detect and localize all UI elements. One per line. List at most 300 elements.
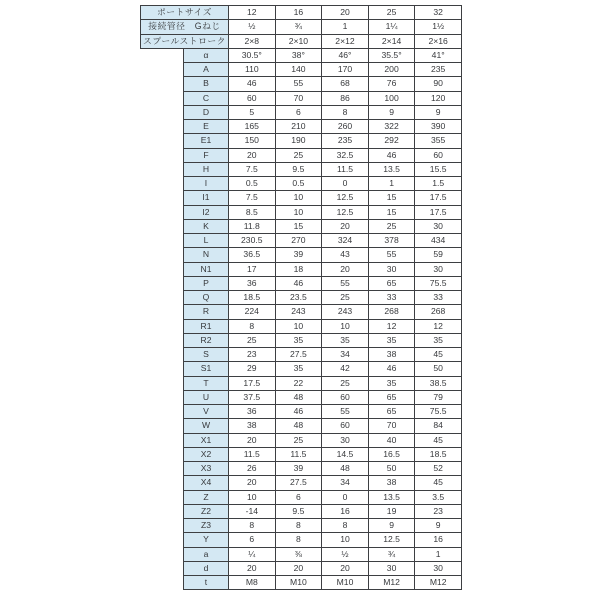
value-cell: 25	[275, 148, 322, 162]
value-cell: 5	[229, 105, 276, 119]
value-cell: 55	[322, 276, 369, 290]
value-cell: 390	[415, 120, 462, 134]
value-cell: 35	[322, 333, 369, 347]
value-cell: 20	[322, 561, 369, 575]
value-cell: 3.5	[415, 490, 462, 504]
row-indent-spacer	[141, 547, 184, 561]
header-value-cell: 32	[415, 6, 462, 20]
table-row	[141, 390, 462, 404]
value-cell: 1	[368, 177, 415, 191]
table-row	[141, 362, 462, 376]
value-cell: 35	[275, 333, 322, 347]
header-value-cell: 2×12	[322, 34, 369, 48]
header-value-cell: 20	[322, 6, 369, 20]
value-cell: 0.5	[229, 177, 276, 191]
table-row	[141, 519, 462, 533]
table-row	[141, 433, 462, 447]
row-label-cell: R1	[184, 319, 229, 333]
value-cell: 434	[415, 234, 462, 248]
value-cell: 140	[275, 63, 322, 77]
dimension-table-body	[141, 6, 462, 590]
value-cell: 20	[229, 476, 276, 490]
value-cell: 224	[229, 305, 276, 319]
value-cell: 37.5	[229, 390, 276, 404]
value-cell: 8	[322, 105, 369, 119]
row-label-cell: R2	[184, 333, 229, 347]
header-value-cell: 16	[275, 6, 322, 20]
header-value-cell: 1¼	[368, 20, 415, 34]
value-cell: 18.5	[229, 291, 276, 305]
value-cell: 45	[415, 476, 462, 490]
table-row	[141, 319, 462, 333]
value-cell: 13.5	[368, 162, 415, 176]
value-cell: 11.5	[322, 162, 369, 176]
table-row	[141, 248, 462, 262]
value-cell: 26	[229, 462, 276, 476]
value-cell: 8	[229, 519, 276, 533]
value-cell: 41°	[415, 48, 462, 62]
value-cell: 260	[322, 120, 369, 134]
row-indent-spacer	[141, 77, 184, 91]
row-label-cell: S	[184, 348, 229, 362]
table-row	[141, 462, 462, 476]
header-row-label: 接続管径 Gねじ	[141, 20, 229, 34]
row-label-cell: D	[184, 105, 229, 119]
value-cell: 27.5	[275, 476, 322, 490]
header-value-cell: 2×8	[229, 34, 276, 48]
value-cell: 6	[275, 490, 322, 504]
value-cell: 0	[322, 177, 369, 191]
value-cell: 25	[368, 219, 415, 233]
table-row	[141, 333, 462, 347]
row-indent-spacer	[141, 476, 184, 490]
value-cell: 19	[368, 504, 415, 518]
header-row	[141, 20, 462, 34]
value-cell: 355	[415, 134, 462, 148]
row-indent-spacer	[141, 433, 184, 447]
row-indent-spacer	[141, 48, 184, 62]
value-cell: M12	[415, 576, 462, 590]
row-label-cell: E1	[184, 134, 229, 148]
value-cell: 30	[322, 433, 369, 447]
value-cell: 230.5	[229, 234, 276, 248]
row-label-cell: Y	[184, 533, 229, 547]
value-cell: 46	[229, 77, 276, 91]
row-indent-spacer	[141, 376, 184, 390]
row-indent-spacer	[141, 519, 184, 533]
table-row	[141, 476, 462, 490]
value-cell: 38	[368, 476, 415, 490]
value-cell: 13.5	[368, 490, 415, 504]
row-indent-spacer	[141, 91, 184, 105]
value-cell: 50	[368, 462, 415, 476]
row-label-cell: S1	[184, 362, 229, 376]
row-indent-spacer	[141, 219, 184, 233]
row-indent-spacer	[141, 362, 184, 376]
value-cell: 243	[322, 305, 369, 319]
row-indent-spacer	[141, 120, 184, 134]
table-row	[141, 376, 462, 390]
value-cell: 38°	[275, 48, 322, 62]
table-row	[141, 63, 462, 77]
row-indent-spacer	[141, 134, 184, 148]
row-indent-spacer	[141, 533, 184, 547]
value-cell: 1	[415, 547, 462, 561]
value-cell: 23	[415, 504, 462, 518]
value-cell: 48	[275, 390, 322, 404]
row-label-cell: I	[184, 177, 229, 191]
value-cell: 39	[275, 248, 322, 262]
table-row	[141, 447, 462, 461]
row-label-cell: I2	[184, 205, 229, 219]
value-cell: 25	[322, 291, 369, 305]
row-label-cell: W	[184, 419, 229, 433]
value-cell: 70	[275, 91, 322, 105]
value-cell: 120	[415, 91, 462, 105]
row-label-cell: Q	[184, 291, 229, 305]
value-cell: 38	[368, 348, 415, 362]
value-cell: 76	[368, 77, 415, 91]
value-cell: 60	[322, 419, 369, 433]
value-cell: 8	[229, 319, 276, 333]
value-cell: 65	[368, 405, 415, 419]
value-cell: 268	[415, 305, 462, 319]
value-cell: 48	[322, 462, 369, 476]
row-label-cell: N1	[184, 262, 229, 276]
row-label-cell: R	[184, 305, 229, 319]
value-cell: 17	[229, 262, 276, 276]
value-cell: 16.5	[368, 447, 415, 461]
header-value-cell: 1½	[415, 20, 462, 34]
value-cell: 10	[322, 533, 369, 547]
value-cell: 235	[322, 134, 369, 148]
header-value-cell: 2×16	[415, 34, 462, 48]
row-label-cell: P	[184, 276, 229, 290]
row-indent-spacer	[141, 234, 184, 248]
row-label-cell: Z3	[184, 519, 229, 533]
value-cell: 150	[229, 134, 276, 148]
value-cell: 170	[322, 63, 369, 77]
value-cell: 35	[368, 376, 415, 390]
value-cell: 10	[322, 319, 369, 333]
row-indent-spacer	[141, 63, 184, 77]
header-value-cell: ¾	[275, 20, 322, 34]
value-cell: 9	[368, 105, 415, 119]
value-cell: 322	[368, 120, 415, 134]
row-indent-spacer	[141, 319, 184, 333]
header-value-cell: 2×10	[275, 34, 322, 48]
value-cell: ½	[322, 547, 369, 561]
table-row	[141, 291, 462, 305]
value-cell: 75.5	[415, 276, 462, 290]
table-row	[141, 48, 462, 62]
value-cell: 6	[229, 533, 276, 547]
value-cell: 200	[368, 63, 415, 77]
value-cell: 8	[275, 533, 322, 547]
value-cell: 6	[275, 105, 322, 119]
row-indent-spacer	[141, 177, 184, 191]
value-cell: 270	[275, 234, 322, 248]
value-cell: 32.5	[322, 148, 369, 162]
value-cell: 40	[368, 433, 415, 447]
row-indent-spacer	[141, 276, 184, 290]
value-cell: 17.5	[415, 205, 462, 219]
value-cell: M10	[322, 576, 369, 590]
value-cell: 9	[368, 519, 415, 533]
table-row	[141, 120, 462, 134]
row-indent-spacer	[141, 504, 184, 518]
value-cell: 9.5	[275, 504, 322, 518]
value-cell: 35	[368, 333, 415, 347]
value-cell: 9	[415, 105, 462, 119]
row-label-cell: T	[184, 376, 229, 390]
table-row	[141, 561, 462, 575]
row-indent-spacer	[141, 576, 184, 590]
value-cell: 15	[368, 191, 415, 205]
value-cell: 52	[415, 462, 462, 476]
value-cell: 7.5	[229, 162, 276, 176]
header-value-cell: 25	[368, 6, 415, 20]
value-cell: 29	[229, 362, 276, 376]
header-row	[141, 6, 462, 20]
value-cell: 55	[322, 405, 369, 419]
value-cell: 45	[415, 433, 462, 447]
row-indent-spacer	[141, 419, 184, 433]
value-cell: 8.5	[229, 205, 276, 219]
value-cell: 23.5	[275, 291, 322, 305]
header-row-label: スプールストローク	[141, 34, 229, 48]
row-label-cell: K	[184, 219, 229, 233]
value-cell: 39	[275, 462, 322, 476]
value-cell: 60	[322, 390, 369, 404]
value-cell: 378	[368, 234, 415, 248]
value-cell: 30.5°	[229, 48, 276, 62]
value-cell: 20	[275, 561, 322, 575]
row-label-cell: L	[184, 234, 229, 248]
row-indent-spacer	[141, 291, 184, 305]
value-cell: M12	[368, 576, 415, 590]
value-cell: 30	[368, 561, 415, 575]
value-cell: 12.5	[322, 205, 369, 219]
table-row	[141, 162, 462, 176]
row-indent-spacer	[141, 561, 184, 575]
value-cell: 23	[229, 348, 276, 362]
value-cell: 30	[415, 262, 462, 276]
row-indent-spacer	[141, 333, 184, 347]
value-cell: 20	[322, 219, 369, 233]
value-cell: 190	[275, 134, 322, 148]
value-cell: 68	[322, 77, 369, 91]
value-cell: 30	[415, 561, 462, 575]
value-cell: 43	[322, 248, 369, 262]
value-cell: 55	[368, 248, 415, 262]
value-cell: 36.5	[229, 248, 276, 262]
value-cell: 33	[415, 291, 462, 305]
row-indent-spacer	[141, 162, 184, 176]
value-cell: 11.8	[229, 219, 276, 233]
value-cell: 12	[368, 319, 415, 333]
row-label-cell: d	[184, 561, 229, 575]
value-cell: 12	[415, 319, 462, 333]
value-cell: 48	[275, 419, 322, 433]
value-cell: 1.5	[415, 177, 462, 191]
value-cell: 46°	[322, 48, 369, 62]
table-row	[141, 105, 462, 119]
row-label-cell: H	[184, 162, 229, 176]
value-cell: 25	[275, 433, 322, 447]
value-cell: 235	[415, 63, 462, 77]
value-cell: 15	[275, 219, 322, 233]
value-cell: ¼	[229, 547, 276, 561]
row-label-cell: E	[184, 120, 229, 134]
value-cell: 60	[415, 148, 462, 162]
value-cell: ¾	[368, 547, 415, 561]
value-cell: 84	[415, 419, 462, 433]
row-label-cell: α	[184, 48, 229, 62]
value-cell: 12.5	[368, 533, 415, 547]
table-row	[141, 177, 462, 191]
value-cell: -14	[229, 504, 276, 518]
value-cell: 45	[415, 348, 462, 362]
value-cell: 12.5	[322, 191, 369, 205]
table-row	[141, 490, 462, 504]
value-cell: 60	[229, 91, 276, 105]
row-label-cell: Z2	[184, 504, 229, 518]
value-cell: 35.5°	[368, 48, 415, 62]
value-cell: 292	[368, 134, 415, 148]
header-value-cell: ½	[229, 20, 276, 34]
dimension-spec-table	[140, 5, 462, 590]
row-indent-spacer	[141, 447, 184, 461]
value-cell: 9	[415, 519, 462, 533]
value-cell: 20	[229, 433, 276, 447]
row-label-cell: I1	[184, 191, 229, 205]
row-indent-spacer	[141, 305, 184, 319]
value-cell: 16	[415, 533, 462, 547]
row-indent-spacer	[141, 390, 184, 404]
value-cell: 38.5	[415, 376, 462, 390]
value-cell: 15.5	[415, 162, 462, 176]
value-cell: 27.5	[275, 348, 322, 362]
value-cell: 34	[322, 476, 369, 490]
header-value-cell: 2×14	[368, 34, 415, 48]
value-cell: 243	[275, 305, 322, 319]
value-cell: 0	[322, 490, 369, 504]
value-cell: 15	[368, 205, 415, 219]
value-cell: 79	[415, 390, 462, 404]
table-row	[141, 77, 462, 91]
value-cell: 30	[368, 262, 415, 276]
table-row	[141, 348, 462, 362]
table-row	[141, 148, 462, 162]
value-cell: 11.5	[229, 447, 276, 461]
header-value-cell: 1	[322, 20, 369, 34]
value-cell: 14.5	[322, 447, 369, 461]
table-row	[141, 533, 462, 547]
value-cell: 20	[322, 262, 369, 276]
value-cell: 70	[368, 419, 415, 433]
value-cell: 324	[322, 234, 369, 248]
table-row	[141, 405, 462, 419]
table-row	[141, 547, 462, 561]
value-cell: 25	[229, 333, 276, 347]
table-row	[141, 576, 462, 590]
table-row	[141, 191, 462, 205]
value-cell: 55	[275, 77, 322, 91]
row-label-cell: X3	[184, 462, 229, 476]
row-label-cell: U	[184, 390, 229, 404]
value-cell: 34	[322, 348, 369, 362]
value-cell: 65	[368, 390, 415, 404]
row-label-cell: a	[184, 547, 229, 561]
value-cell: 10	[275, 205, 322, 219]
value-cell: 10	[275, 319, 322, 333]
value-cell: 17.5	[415, 191, 462, 205]
header-row-label: ポートサイズ	[141, 6, 229, 20]
row-label-cell: X2	[184, 447, 229, 461]
table-row	[141, 219, 462, 233]
row-indent-spacer	[141, 262, 184, 276]
table-row	[141, 234, 462, 248]
value-cell: 46	[275, 276, 322, 290]
row-label-cell: B	[184, 77, 229, 91]
value-cell: 10	[229, 490, 276, 504]
row-indent-spacer	[141, 348, 184, 362]
value-cell: 35	[275, 362, 322, 376]
row-indent-spacer	[141, 405, 184, 419]
value-cell: 30	[415, 219, 462, 233]
table-row	[141, 134, 462, 148]
header-row	[141, 34, 462, 48]
value-cell: 46	[368, 148, 415, 162]
row-label-cell: X4	[184, 476, 229, 490]
row-label-cell: X1	[184, 433, 229, 447]
value-cell: 65	[368, 276, 415, 290]
row-label-cell: Z	[184, 490, 229, 504]
table-row	[141, 419, 462, 433]
value-cell: 90	[415, 77, 462, 91]
table-row	[141, 262, 462, 276]
row-label-cell: F	[184, 148, 229, 162]
value-cell: 75.5	[415, 405, 462, 419]
row-indent-spacer	[141, 248, 184, 262]
value-cell: 42	[322, 362, 369, 376]
row-indent-spacer	[141, 148, 184, 162]
value-cell: 25	[322, 376, 369, 390]
value-cell: 20	[229, 561, 276, 575]
value-cell: 165	[229, 120, 276, 134]
value-cell: 8	[322, 519, 369, 533]
row-label-cell: t	[184, 576, 229, 590]
value-cell: M10	[275, 576, 322, 590]
value-cell: 50	[415, 362, 462, 376]
value-cell: 8	[275, 519, 322, 533]
value-cell: 36	[229, 405, 276, 419]
value-cell: 46	[275, 405, 322, 419]
table-row	[141, 91, 462, 105]
value-cell: 11.5	[275, 447, 322, 461]
table-row	[141, 504, 462, 518]
value-cell: 210	[275, 120, 322, 134]
value-cell: 18	[275, 262, 322, 276]
value-cell: 100	[368, 91, 415, 105]
value-cell: 35	[415, 333, 462, 347]
table-row	[141, 276, 462, 290]
value-cell: 36	[229, 276, 276, 290]
value-cell: 59	[415, 248, 462, 262]
value-cell: 33	[368, 291, 415, 305]
header-value-cell: 12	[229, 6, 276, 20]
